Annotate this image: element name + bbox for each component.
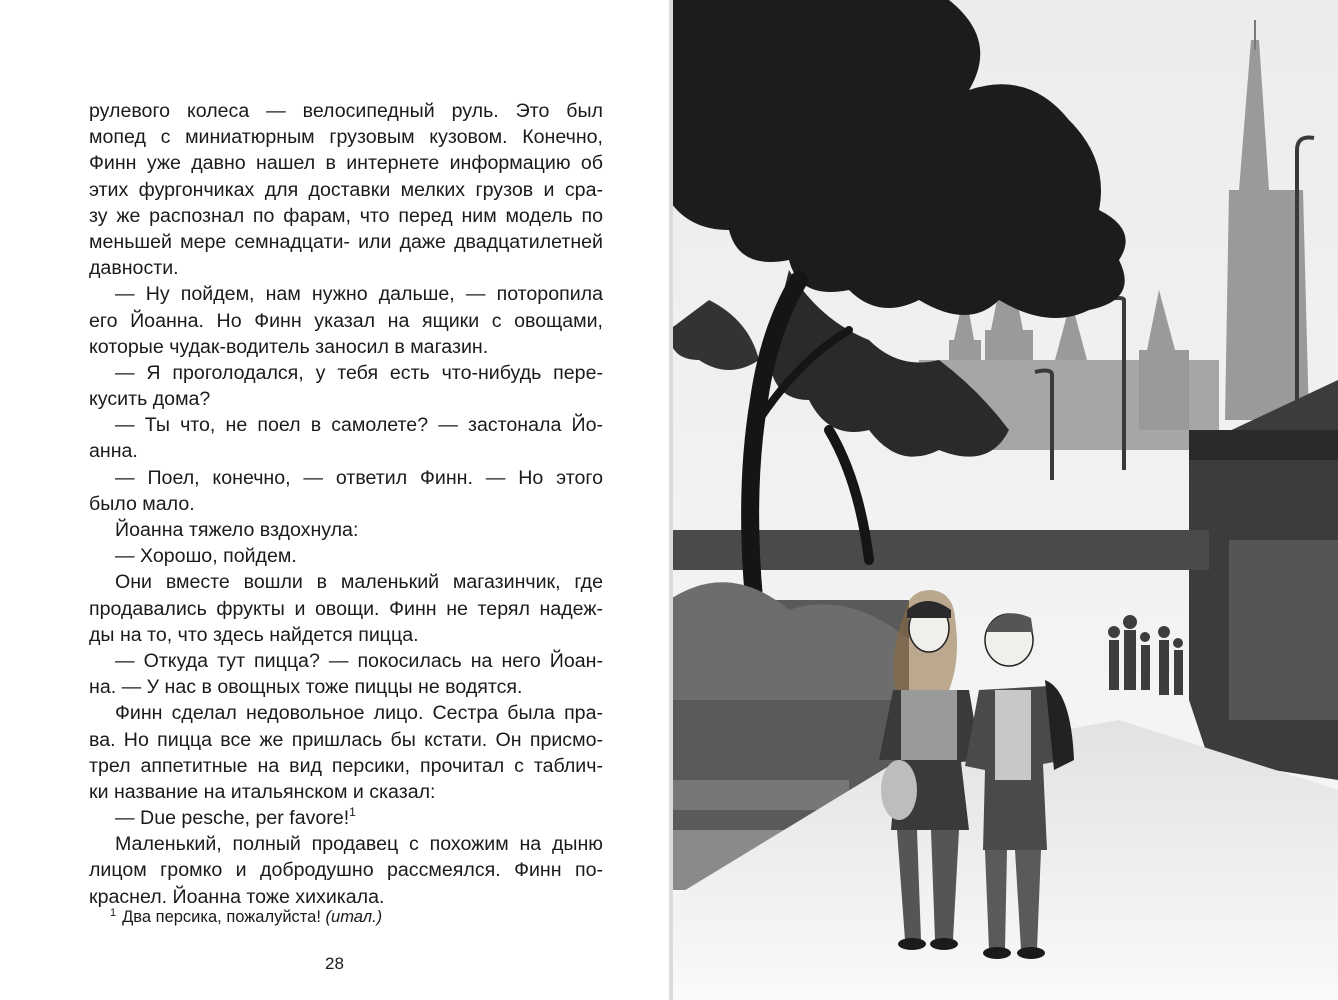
text-line: давности. [89,257,179,280]
footnote [110,903,590,927]
footnote-language-note: (итал.) [325,908,383,926]
text-line: Финн уже давно нашел в интернете информацию об [89,152,603,175]
text-line: Они вместе вошли в маленький магазинчик, где [115,571,603,594]
text-line: кусить дома? [89,388,211,411]
text-line: краснел. Йоанна тоже хихикала. [89,885,385,908]
footnote-reference[interactable]: 1 [349,805,356,820]
text-line: которые чудак-водитель заносил в магазин. [89,335,489,358]
text-line: лицом громко и добродушно рассмеялся. Финн по- [89,859,603,882]
text-line: — Я проголодался, у тебя есть что-нибудь пере- [115,361,603,384]
text-line: мопед с миниатюрным грузовым кузовом. Конечно, [89,126,603,149]
text-line: зу же распознал по фарам, что перед ним модель по [89,204,603,227]
text-line: на. — У нас в овощных тоже пиццы не водятся. [89,676,523,699]
footnote-text: Два персика, пожалуйста! [122,908,321,926]
text-line: — Ну пойдем, нам нужно дальше, — поторопила [115,283,603,306]
text-line: продавались фрукты и овощи. Финн не терял надеж- [89,597,603,620]
text-line: анна. [89,440,138,463]
illustration-page [669,0,1338,1000]
text-line: было мало. [89,492,195,515]
text-line: трел аппетитные на вид персики, прочитал с таблич- [89,754,603,777]
footnote-mark: 1 [110,907,117,919]
text-line: рулевого колеса — велосипедный руль. Это был [89,100,603,122]
italian-phrase: — Due pesche, per favore! [115,807,350,830]
text-line: — Хорошо, пойдем. [115,545,297,568]
text-line: его Йоанна. Но Финн указал на ящики с овощами, [89,309,603,332]
page-number: 28 [325,954,344,973]
text-line: ки название на итальянском и сказал: [89,780,436,803]
text-line: — Откуда тут пицца? — покосилась на него Йоан- [115,649,603,672]
text-line: Финн сделал недовольное лицо. Сестра была пра- [115,702,603,725]
text-line-with-footnote [89,805,603,831]
ink-wash-street-illustration [669,0,1338,1000]
text-line: этих фургончиках для доставки мелких грузов и сра- [89,178,603,201]
text-line: — Поел, конечно, — ответил Финн. — Но этого [115,466,603,489]
body-text [89,98,603,910]
text-line: меньшей мере семнадцати- или даже двадцатилетней [89,230,603,253]
text-line: — Ты что, не поел в самолете? — застонала Йо- [115,414,603,437]
text-line: ва. Но пицца все же пришлась бы кстати. Он присмо- [89,728,603,751]
right-building [1189,380,1338,780]
text-line: Йоанна тяжело вздохнула: [115,519,359,541]
text-line: ды на то, что здесь найдется пицца. [89,623,419,646]
text-line: Маленький, полный продавец с похожим на дыню [115,833,603,856]
